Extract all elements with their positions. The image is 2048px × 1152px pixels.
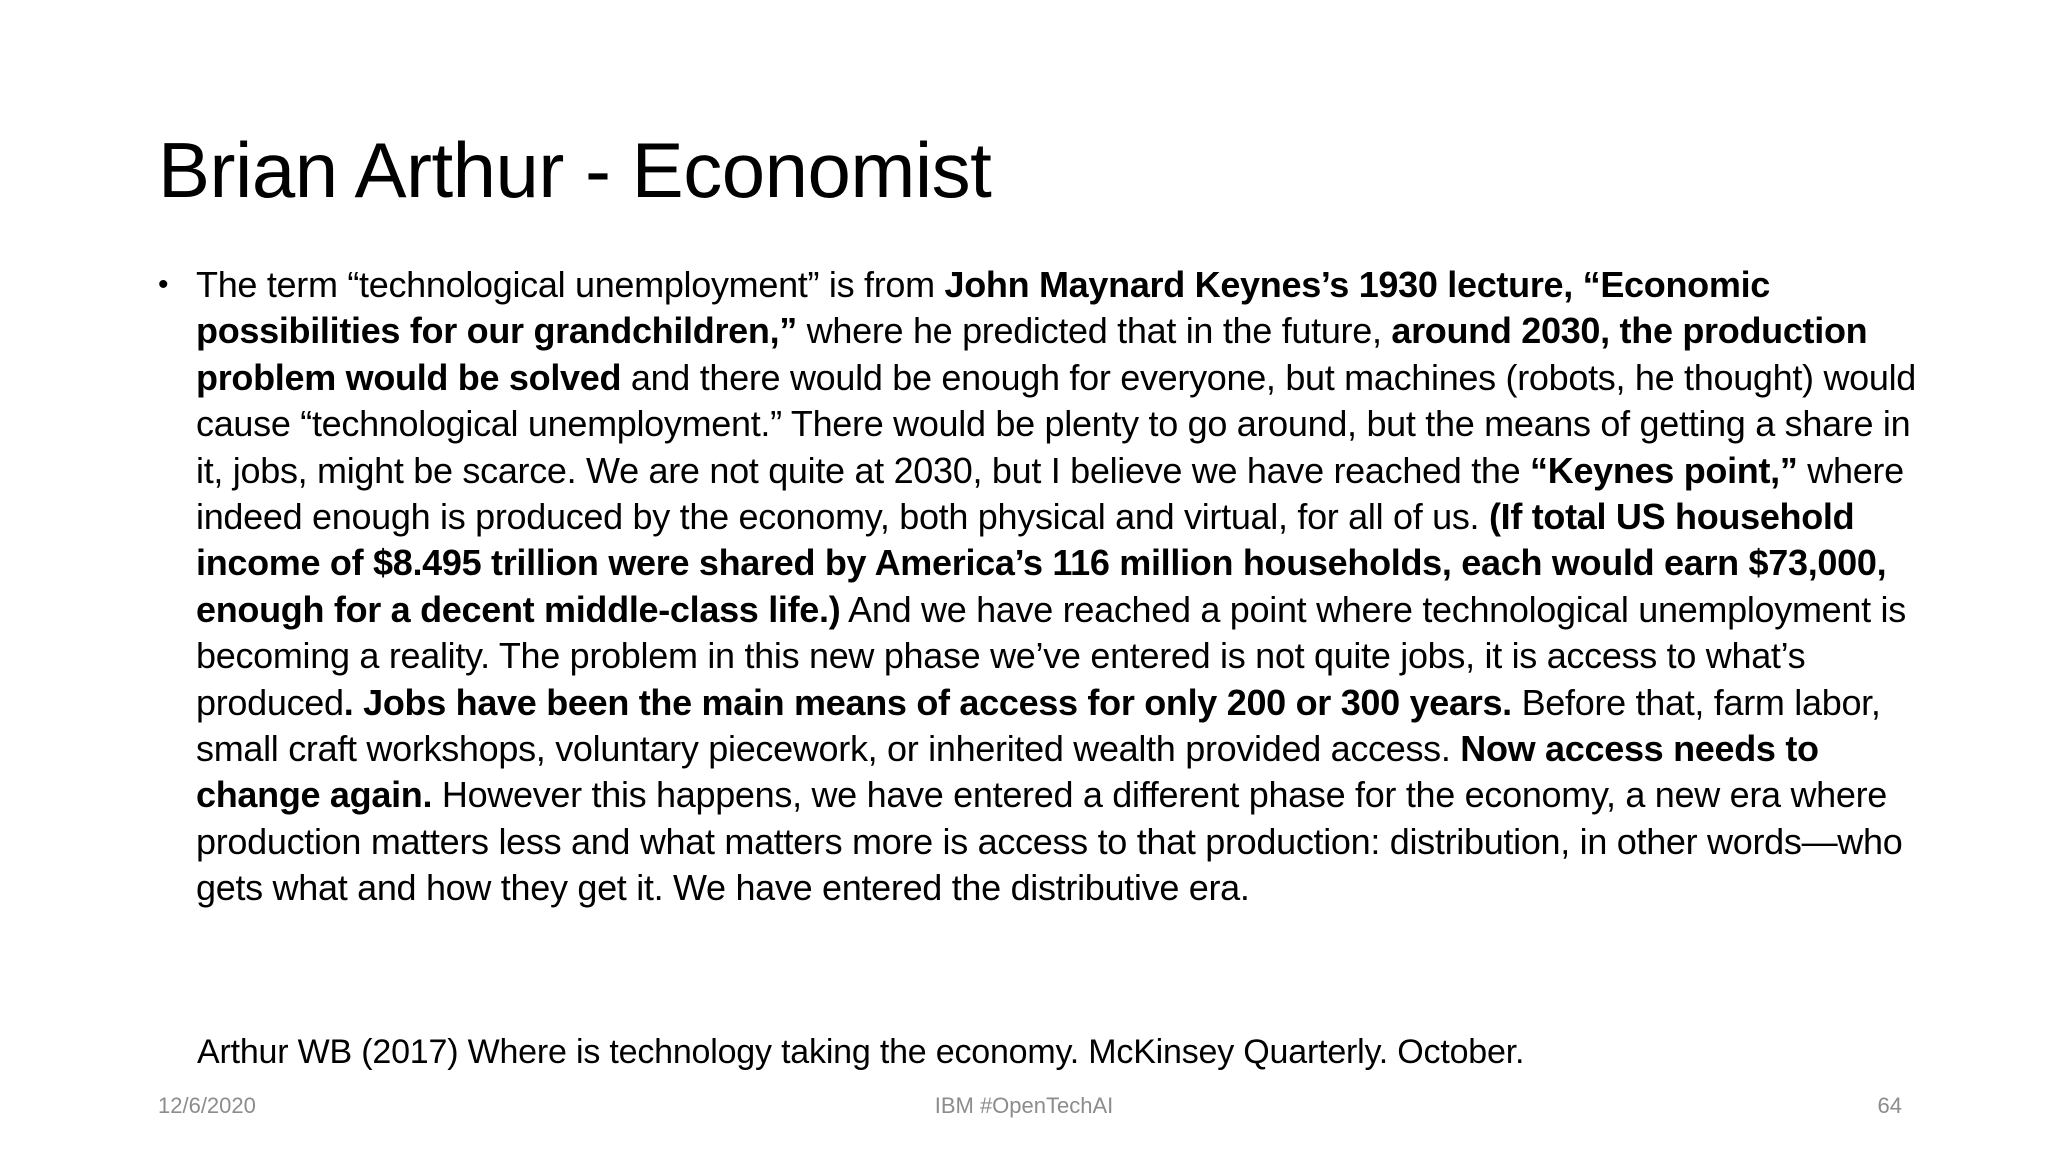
bullet-paragraph <box>196 262 1918 912</box>
bullet-bold-segment: (If total US household income of $8.495 trillion were shared by America’s 116 million households, each would earn $73,000, enough for a decent middle-class life.) <box>196 496 1887 630</box>
bullet-bold-segment: around 2030, the production problem would be solved <box>196 310 1868 398</box>
slide-body <box>158 262 1918 912</box>
citation: Arthur WB (2017) Where is technology taking the economy. McKinsey Quarterly. October. <box>197 1033 1525 1071</box>
bullet-text-segment: where he predicted that in the future, <box>796 310 1392 352</box>
bullet-text-segment: However this happens, we have entered a different phase for the economy, a new era where production matters less and what matters more is access to that production: distribution, in other words—who gets what and how they get it. We have entered the distributive era. <box>196 774 1903 909</box>
slide-title: Brian Arthur - Economist <box>158 126 992 214</box>
bullet-marker: • <box>158 268 169 301</box>
footer-date: 12/6/2020 <box>158 1093 256 1118</box>
footer-center-text: IBM #OpenTechAI <box>934 1093 1114 1118</box>
bullet-text-segment: Before that, farm labor, small craft workshops, voluntary piecework, or inherited wealth provided access. <box>196 681 1881 770</box>
bullet-bold-segment: Now access needs to change again. <box>196 728 1819 816</box>
bullet-item <box>158 262 1918 912</box>
bullet-text-segment: The term “technological unemployment” is from <box>196 264 945 305</box>
bullet-text-segment: And we have reached a point where technological unemployment is becoming a reality. The problem in this new phase we’ve entered is not quite jobs, it is access to what’s produced <box>196 588 1906 723</box>
bullet-text-segment: where indeed enough is produced by the economy, both physical and virtual, for all of us. <box>196 449 1904 538</box>
bullet-bold-segment: . Jobs have been the main means of access for only 200 or 300 years. <box>343 681 1512 723</box>
bullet-bold-segment: John Maynard Keynes’s 1930 lecture, “Economic possibilities for our grandchildren,” <box>196 264 1770 352</box>
bullet-text-segment: and there would be enough for everyone, but machines (robots, he thought) would cause “technological unemployment.” There would be plenty to go around, but the means of getting a share in it, jobs, might be scarce. We are not quite at 2030, but I believe we have reached the <box>196 356 1917 491</box>
footer-page-number: 64 <box>1877 1093 1902 1118</box>
bullet-bold-segment: “Keynes point,” <box>1530 449 1798 491</box>
